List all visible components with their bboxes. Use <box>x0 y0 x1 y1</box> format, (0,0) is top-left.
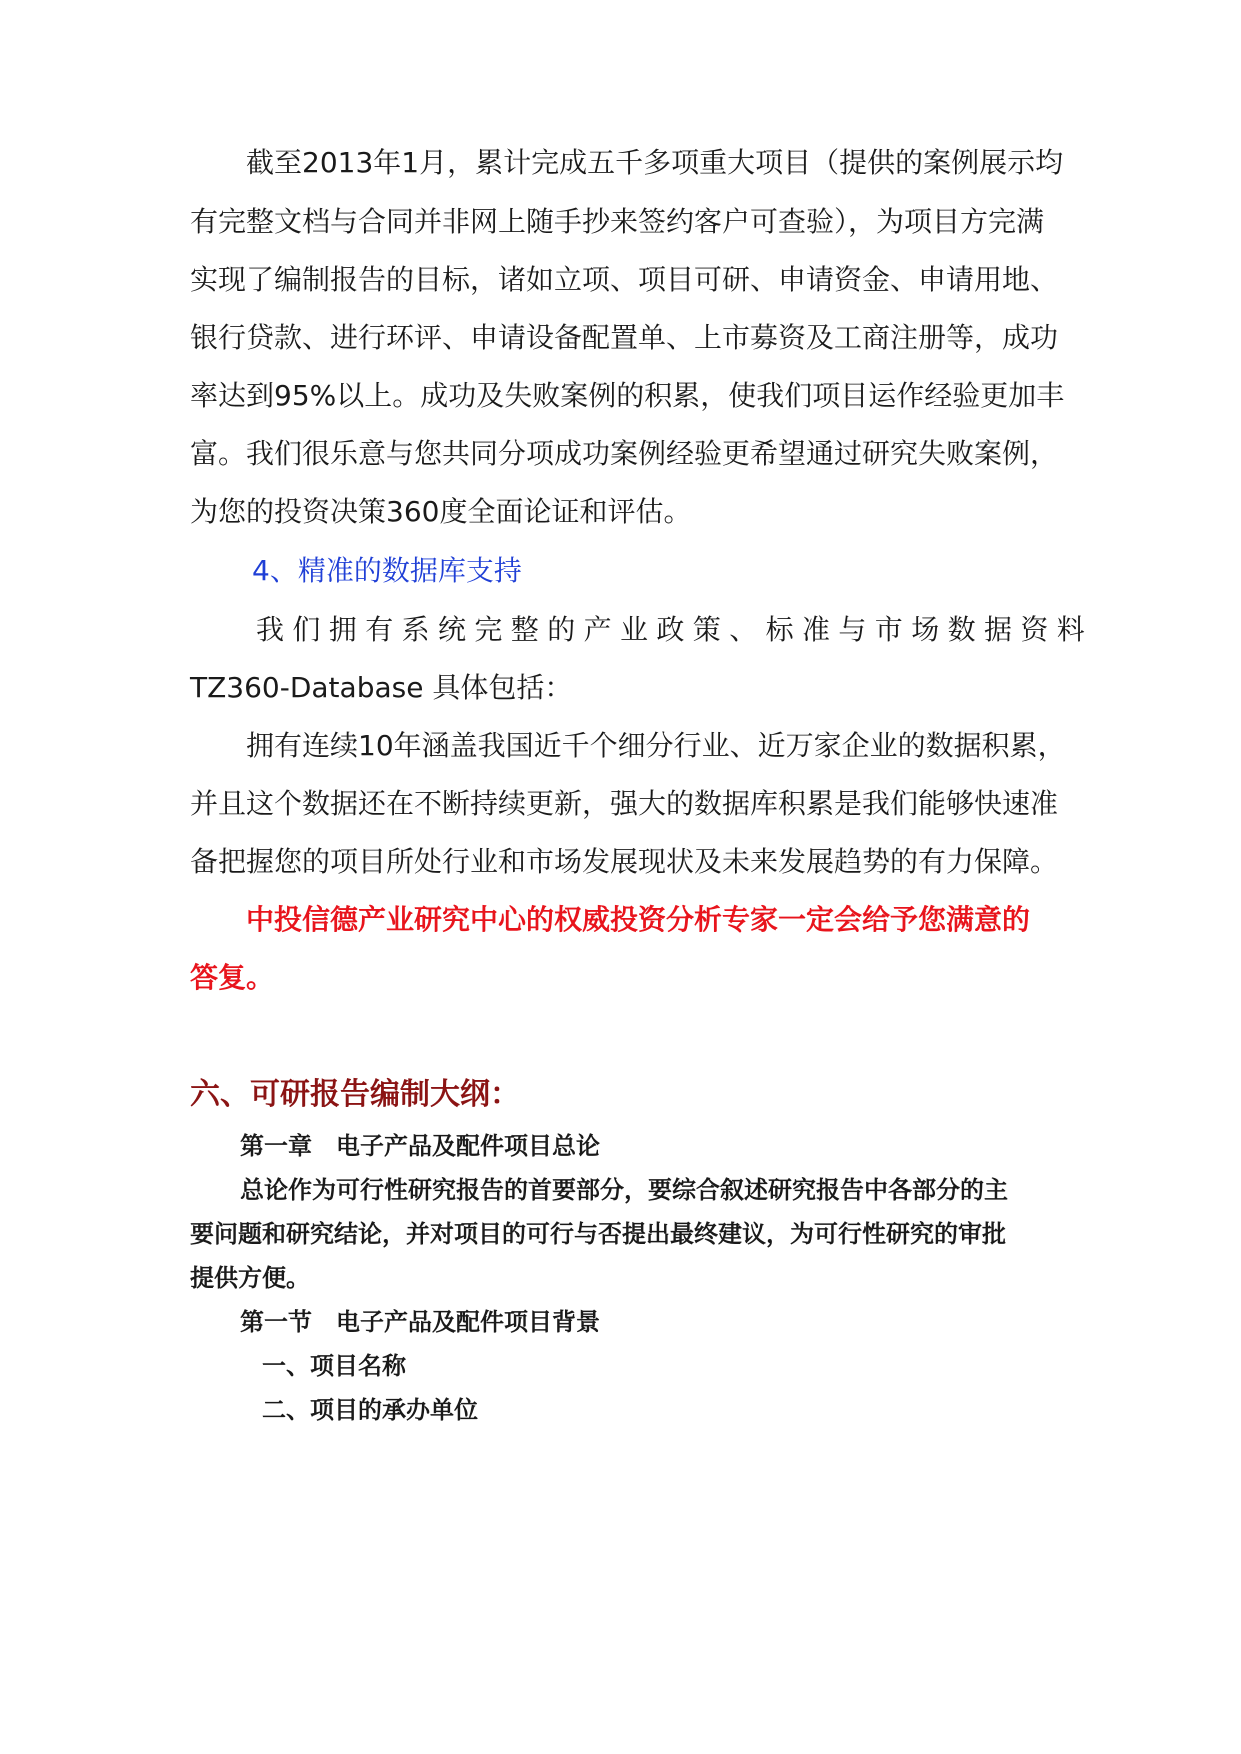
chapter-intro-line: 总论作为可行性研究报告的首要部分，要综合叙述研究报告中各部分的主 <box>240 1176 1008 1204</box>
paragraph-line: 有完整文档与合同并非网上随手抄来签约客户可查验），为项目方完满 <box>190 205 1045 238</box>
paragraph-line: 富。我们很乐意与您共同分项成功案例经验更希望通过研究失败案例， <box>190 437 1059 470</box>
paragraph-line: 实现了编制报告的目标，诸如立项、项目可研、申请资金、申请用地、 <box>190 263 1059 296</box>
highlight-line: 答复。 <box>190 961 275 994</box>
paragraph-line: 银行贷款、进行环评、申请设备配置单、上市募资及工商注册等，成功 <box>190 321 1059 354</box>
chapter-title: 第一章 电子产品及配件项目总论 <box>240 1132 600 1160</box>
section-title: 第一节 电子产品及配件项目背景 <box>240 1308 600 1336</box>
highlight-line: 中投信德产业研究中心的权威投资分析专家一定会给予您满意的 <box>246 903 1031 936</box>
paragraph-line: 拥有连续10年涵盖我国近千个细分行业、近万家企业的数据积累， <box>246 729 1066 762</box>
paragraph-line: 并且这个数据还在不断持续更新，强大的数据库积累是我们能够快速准 <box>190 787 1059 820</box>
paragraph-line: 率达到95%以上。成功及失败案例的积累，使我们项目运作经验更加丰 <box>190 379 1065 412</box>
chapter-intro-line: 提供方便。 <box>190 1264 310 1292</box>
paragraph-line: 为您的投资决策360度全面论证和评估。 <box>190 495 692 528</box>
outline-item: 一、项目名称 <box>262 1352 406 1380</box>
section-heading-database: 4、精准的数据库支持 <box>252 554 522 587</box>
chapter-intro-line: 要问题和研究结论，并对项目的可行与否提出最终建议，为可行性研究的审批 <box>190 1220 1006 1248</box>
paragraph-line: 我们拥有系统完整的产业政策、标准与市场数据资料 <box>256 613 1094 646</box>
paragraph-line: 备把握您的项目所处行业和市场发展现状及未来发展趋势的有力保障。 <box>190 845 1059 878</box>
outline-item: 二、项目的承办单位 <box>262 1396 478 1424</box>
paragraph-line: 截至2013年1月，累计完成五千多项重大项目（提供的案例展示均 <box>246 146 1064 179</box>
paragraph-line: TZ360-Database 具体包括： <box>190 671 573 704</box>
outline-heading: 六、可研报告编制大纲： <box>190 1077 520 1112</box>
